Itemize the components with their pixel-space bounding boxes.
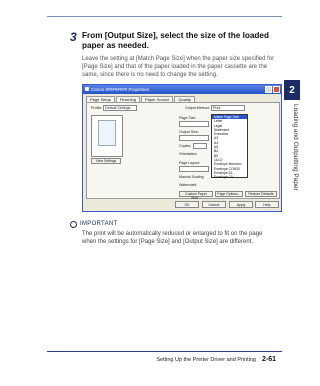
tab-page-setup[interactable]: Page Setup bbox=[86, 96, 115, 102]
preview-page-image bbox=[98, 120, 116, 146]
output-method-label: Output Method: bbox=[185, 106, 210, 110]
dropdown-item[interactable]: Envelope DL bbox=[214, 170, 233, 175]
dropdown-item[interactable]: Envelope COM10 bbox=[214, 166, 241, 171]
important-body: The print will be automatically reduced or enlarged to fit on the page when the settings for [Page Size] and [Output Size] are different. bbox=[82, 231, 263, 245]
chapter-tab: 2 bbox=[284, 80, 300, 100]
important-icon bbox=[70, 221, 77, 228]
profile-label: Profile: bbox=[91, 106, 103, 110]
output-size-label: Output Size: bbox=[179, 130, 199, 134]
dropdown-item[interactable]: A3 bbox=[214, 136, 219, 141]
dropdown-item[interactable]: B5 bbox=[214, 153, 219, 158]
dialog-titlebar bbox=[83, 85, 281, 94]
important-label: IMPORTANT bbox=[80, 221, 118, 227]
help-icon[interactable] bbox=[265, 86, 272, 93]
cancel-button[interactable]: Cancel bbox=[202, 201, 226, 208]
custom-paper-size-button[interactable]: Custom Paper Size... bbox=[179, 191, 213, 197]
copies-input[interactable] bbox=[193, 143, 207, 149]
dropdown-item[interactable]: Envelope Monarch bbox=[214, 162, 242, 167]
top-rule bbox=[47, 16, 282, 17]
tab-paper-source[interactable]: Paper Source bbox=[141, 96, 173, 102]
dropdown-item[interactable]: Executive bbox=[214, 132, 229, 137]
manual-scaling-checkbox[interactable]: Manual Scaling bbox=[179, 175, 204, 179]
ok-button[interactable]: OK bbox=[175, 201, 199, 208]
printer-properties-dialog bbox=[82, 84, 282, 212]
dropdown-item[interactable]: B4 bbox=[214, 149, 219, 154]
page-setup-pane bbox=[86, 102, 280, 199]
view-settings-button[interactable]: View Settings bbox=[91, 158, 121, 164]
step-title: From [Output Size], select the size of the loaded paper as needed. bbox=[82, 31, 269, 50]
dialog-title: Canon iR####### Properties bbox=[91, 87, 150, 92]
tab-finishing[interactable]: Finishing bbox=[116, 96, 140, 102]
profile-select[interactable]: Default Settings bbox=[103, 105, 137, 111]
page-size-select[interactable] bbox=[179, 121, 209, 127]
tab-quality[interactable]: Quality bbox=[174, 96, 194, 102]
printer-icon bbox=[85, 87, 89, 91]
help-button[interactable]: Help bbox=[255, 201, 279, 208]
page-layout-select[interactable] bbox=[179, 166, 209, 172]
footer-section-title: Setting Up the Printer Driver and Printing bbox=[156, 357, 256, 363]
step-number: 3 bbox=[70, 30, 77, 44]
page-layout-label: Page Layout: bbox=[179, 161, 201, 165]
dropdown-item[interactable]: Letter bbox=[214, 119, 223, 124]
page-options-button[interactable]: Page Options... bbox=[215, 191, 243, 197]
step-body: Leave the setting at [Match Page Size] when the paper size specified for [Page Size] and that of the paper loaded in the paper cassette are the same, since there is no need to change the setting. bbox=[82, 56, 275, 78]
dropdown-item[interactable]: Statement bbox=[214, 127, 230, 132]
page-size-label: Page Size: bbox=[179, 116, 197, 120]
dropdown-item[interactable]: Envelope C5 bbox=[214, 175, 233, 180]
chapter-side-title: Loading and Outputting Paper bbox=[292, 104, 299, 191]
page-preview bbox=[91, 115, 123, 157]
restore-defaults-button[interactable]: Restore Defaults bbox=[245, 191, 277, 197]
orientation-label: Orientation bbox=[179, 152, 197, 156]
output-size-select[interactable] bbox=[179, 135, 209, 141]
dropdown-item[interactable]: 11x17 bbox=[214, 157, 223, 162]
dropdown-item[interactable]: Legal bbox=[214, 123, 223, 128]
copies-label: Copies: bbox=[179, 144, 192, 148]
close-icon[interactable] bbox=[273, 86, 280, 93]
page-number: 2-61 bbox=[261, 356, 276, 363]
output-method-select[interactable]: Print bbox=[211, 105, 245, 111]
output-size-dropdown-list[interactable] bbox=[211, 114, 248, 178]
bottom-rule bbox=[47, 351, 282, 352]
dropdown-item[interactable]: A4 bbox=[214, 140, 219, 145]
dropdown-item[interactable]: A5 bbox=[214, 145, 219, 150]
page-footer bbox=[156, 356, 276, 363]
watermark-checkbox[interactable]: Watermark bbox=[179, 183, 197, 187]
dropdown-item[interactable]: Match Page Size bbox=[212, 115, 247, 119]
apply-button[interactable]: Apply bbox=[229, 201, 253, 208]
